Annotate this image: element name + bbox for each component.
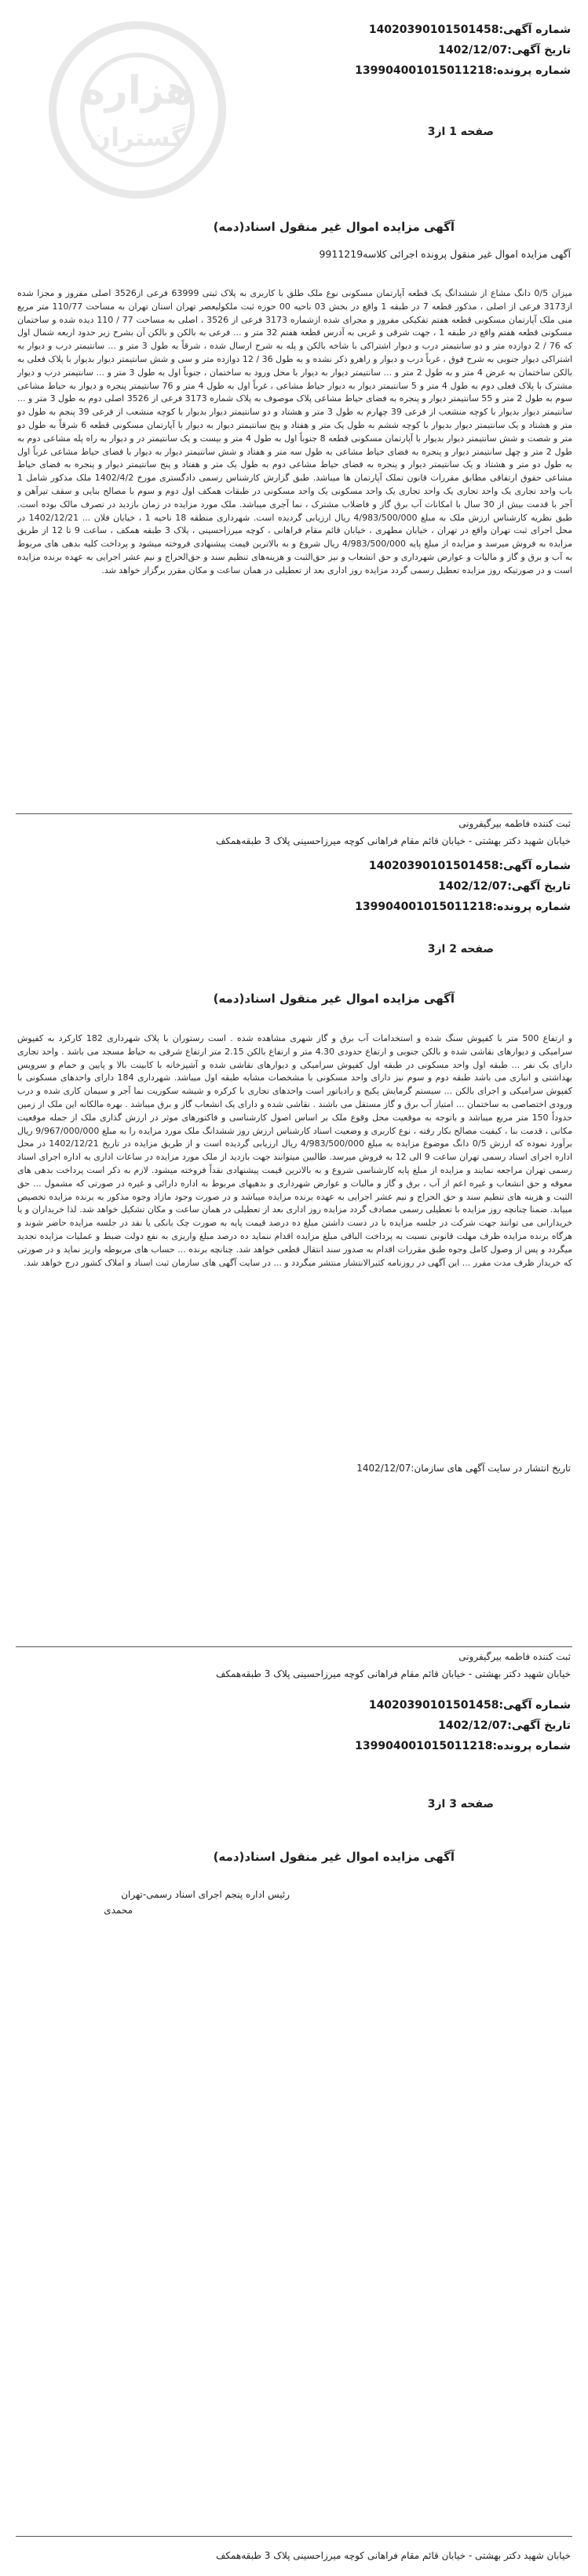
officer-name: محمدی: [104, 1905, 133, 1916]
registrar-signature: ثبت کننده فاطمه بیرگیفرونی: [458, 1651, 571, 1662]
notice-title: آگهی مزایده اموال غیر منقول اسناد(دمه): [213, 220, 455, 234]
ad-number: شماره آگهی:14020390101501458: [368, 860, 571, 872]
publish-date: تاریخ انتشار در سایت آگهی های سازمان:1402/12/07: [356, 1463, 571, 1474]
divider: [16, 1646, 572, 1647]
case-number: شماره پرونده:139904001015011218: [355, 901, 571, 913]
notice-body: میزان 0/5 دانگ مشاع از ششدانگ یک قطعه آپارتمان مسکونی نوع ملک طلق با کاربری به پلاک ثبتی 63999 فرعی از3526 اصلی مفروز و مجزا شده از3173 فرعی از اصلی ، مذکور قطعه 7 در طبقه 1 واقع در بخش 03 ناحیه 00 حوزه ثبت ملکولیعصر تهران استان تهران به مساحت 110/77 متر مربع منی ملک آپارتمان مسکونی قطعه هفتم تفکیکی مفروز و مجرای شده ازشماره 3173 فرعی از 3526 ، اصلی به مساحت 77 / 110 دیده شده و ساختمان مسکونی قطعه هفتم واقع در طبقه 1 ، جهت شرقی و غربی به آدرس قطعه هفتم 32 متر و ... فرعی به بالکن و بالکن آن بشرح زیر حدود اربعه شمال اول که 76 / 2 دوازده متر و دو سانتیمتر درب و دیوار اشتراکی با شاخه بالکن و پله به شرح ارسال شده ، شرقاً به طول 3 متر و ... سانتیمتر درب و دیوار به اشتراکی دیوار جنوبی به شرح فوق ، غرباً درب و دیوار و راهرو ذکر نشده و به طول 36 / 12 دوازده متر و سی و شش سانتیمتر دیوار بدیوار با پلاک فعلی به بالکن ساختمان به عرض 4 متر و به طول 2 متر و ... سانتیمتر دیوار به دیوار با محل ورود به ساختمان ، جنوباً اول به طول 3 متر و ... سانتیمتر درب و دیوار مشترک با پلاک فعلی دوم به طول 4 متر و 5 سانتیمتر دیوار به دیوار حیاط مشاعی ، غرباً اول به طول 4 متر و 76 سانتیمتر پنجره و دیوار به حیاط مشاعی سوم به طول 2 متر و 55 سانتیمتر دیوار و پنجره به فضای حیاط مشاعی پلاک موصوف به پلاک شماره 3173 فرعی از 3526 اصلی دوم به طول 3 متر و ... سانتیمتر دیوار بدیوار با کوچه منشعب از فرعی 39 چهارم به طول 3 متر و هشتاد و دو سانتیمتر دیوار بدیوار با کوچه منشعب از فرعی 39 پنجم به طول دو متر و هشتاد و یک سانتیمتر دیوار بدیوار با کوچه ششم به طول یک متر و هفتاد و پنج سانتیمتر دیوار به دیوار با آپارتمان مسکونی قطعه 6 شرقاً به طول دو متر و شصت و شش سانتیمتر دیوار بدیوار با آپارتمان مسکونی قطعه 8 جنوباً اول به طول 4 متر و بیست و یک سانتیمتر در و دیوار به راه پله مشاعی دوم به طول 2 متر و چهل سانتیمتر دیوار و پنجره به فضای حیاط مشاعی به طول سه متر و هفتاد و شش سانتیمتر دیوار به دیوار با فضای حیاط مشاعی غرباً اول به طول دو متر و هشتاد و یک سانتیمتر دیوار و پنجره به فضای حیاط مشاعی دوم به طول یک متر و هفتاد و پنج سانتیمتر دیوار و پنجره به فضای حیاط مشاعی حقوق ارتفاقی مطابق مقررات قانون تملک آپارتمان ها میباشد. طبق گزارش کارشناس رسمی دادگستری مورخ 1402/4/2 ملک مذکور شامل 1 باب واحد تجاری یک واحد تجاری یک واحد تجاری یک واحد مسکونی یک واحد مسکونی در طبقات همکف اول دوم و سوم با مصالح بنایی و سقف تیرآهن و آجر با قدمت بیش از 30 سال با امکانات آب برق گاز و فاضلاب مشترک ، نما آجری میباشد. ملک مورد مزایده در زمان بازدید در تصرف مالک بوده است. طبق نظریه کارشناس ارزش ملک به مبلغ 4/983/500/000 ریال ارزیابی گردیده است. شهرداری منطقه 18 ناحیه 1 ، خیابان فلان ... 1402/12/21 در محل اجرای ثبت تهران واقع در تهران ، خیابان مطهری ، خیابان قائم مقام فراهانی ، کوچه میرزاحسینی ، پلاک 3 طبقه همکف ، ساعت 9 تا 12 از طریق مزایده به فروش میرسد و مزایده از مبلغ پایه 4/983/500/000 ریال شروع و به بالاترین قیمت پیشنهادی فروخته میشود و پرداخت کلیه بدهی های مربوط به آب و برق و گاز و مالیات و عوارض شهرداری و حق انشعاب و نیز حق‌الثبت و هزینه‌های تنظیم سند و حق‌الحراج و نیم عشر اجرایی به عهده برنده مزایده است و در صورتیکه روز مزایده تعطیل رسمی گردد مزایده روز اداری بعد از تعطیلی در همان ساعت و مکان مقرر برگزار خواهد شد.: [17, 288, 572, 575]
notice-title: آگهی مزایده اموال غیر منقول اسناد(دمه): [213, 992, 455, 1006]
case-number: شماره پرونده:139904001015011218: [355, 1740, 571, 1752]
divider: [16, 2536, 572, 2537]
notice-subtitle: آگهی مزایده اموال غیر منقول پرونده اجرائی کلاسه9911219: [319, 248, 571, 260]
ad-date: تاریخ آگهی:1402/12/07: [438, 1719, 571, 1732]
watermark-sub-text: گستران: [89, 122, 186, 152]
office-address: خیابان شهید دکتر بهشتی - خیابان قائم مقام فراهانی کوچه میرزاحسینی پلاک 3 طبقه‌همکف: [215, 2550, 571, 2561]
office-address: خیابان شهید دکتر بهشتی - خیابان قائم مقام فراهانی کوچه میرزاحسینی پلاک 3 طبقه‌همکف: [215, 835, 571, 846]
ad-date: تاریخ آگهی:1402/12/07: [438, 880, 571, 893]
notice-page-1: [0, 0, 588, 852]
office-address: خیابان شهید دکتر بهشتی - خیابان قائم مقام فراهانی کوچه میرزاحسینی پلاک 3 طبقه‌همکف: [215, 1668, 571, 1679]
case-number: شماره پرونده:139904001015011218: [355, 64, 571, 77]
notice-page-3: [0, 1688, 588, 2576]
ad-number: شماره آگهی:14020390101501458: [368, 24, 571, 36]
registrar-signature: ثبت کننده فاطمه بیرگیفرونی: [458, 818, 571, 829]
ad-date: تاریخ آگهی:1402/12/07: [438, 44, 571, 57]
watermark-main-text: هزاره: [82, 68, 193, 113]
divider: [16, 813, 572, 814]
notice-title: آگهی مزایده اموال غیر منقول اسناد(دمه): [213, 1850, 455, 1864]
page-number: صفحه 2 از3: [427, 943, 494, 955]
notice-body: و ارتفاع 500 متر با کفپوش سنگ شده و استخدامات آب برق و گاز شهری مشاهده شده . است رستوران با پلاک شهرداری 182 کارکرد به کفپوش سرامیکی و دیوارهای نقاشی شده و بالکن جنوبی و ارتفاع حدودی 4.30 متر و ارتفاع بالکن 2.15 متر ارتفاع شرقی به حیاط مسجد می باشد . واحد تجاری دارای یک نفر ... طبقه اول واحد مسکونی در طبقه اول کفپوش سرامیکی و دیوارهای نقاشی شده و آشپزخانه با کابینت بالا و پایین و حمام و سرویس بهداشتی و انباری می باشد طبقه دوم و سوم نیز دارای واحد مسکونی با مشخصات مشابه طبقه اول میباشد. شهرداری 184 دارای واحدهای مسکونی با کفپوش سرامیکی و اجرای بالکن ... سیستم گرمایش پکیج و رادیاتور است واحدهای تجاری با کرکره و شیشه سکوریت نما آجر و سیمان کاری شده و درب ورودی اختصاصی به ساختمان ... امتیاز آب برق و گاز مستقل می باشند . نقاشی شده و دارای یک انشعاب گاز و برق میباشد . بهره مالکانه این ملک از زمین حدوداً 150 متر مربع میباشد و باتوجه به موقعیت محل وقوع ملک بر اساس اصول کارشناسی و فاکتورهای موثر در ارزش گذاری ملک از جمله موقعیت مکانی ، قدمت بنا ، کیفیت مصالح بکار رفته ، نوع کاربری و وضعیت اسناد کارشناس ارزش روز ششدانگ ملک مورد مزایده را به مبلغ 9/967/000/000 ریال برآورد نموده که ارزش 0/5 دانگ موضوع مزایده به مبلغ 4/983/500/000 ریال ارزیابی گردیده است و از طریق مزایده در تاریخ 1402/12/21 در محل اداره اجرای اسناد رسمی تهران ساعت 9 الی 12 به فروش میرسد. طالبین میتوانند جهت بازدید از ملک مورد مزایده در ساعات اداری به اداره اجرای اسناد رسمی تهران مراجعه نمایند و مزایده از مبلغ پایه کارشناسی شروع و به بالاترین قیمت پیشنهادی نقداً فروخته میشود. لازم به ذکر است پرداخت بدهی های معوقه و حق انشعاب و غیره اعم از آب ، برق و گاز و مالیات و عوارض شهرداری و بدهیهای مربوط به اداره دارائی و غیره در صورتی که مشمول ... حق الثبت و هزینه های تنظیم سند و حق الحراج و نیم عشر اجرایی به عهده برنده مزایده میباشد و در صورت وجود مازاد وجوه مذکور به برنده مزایده تخصیص مییابد. ضمنا چنانچه روز مزایده با تعطیلی رسمی مصادف گردد مزایده روز اداری بعد از تعطیلی در همان ساعت و مکان تشکیل خواهد شد. لذا خریداران و یا خریدارانی می توانند جهت شرکت در جلسه مزایده با در دست داشتن مبلغ ده درصد قیمت پایه به صورت چک بانکی یا نقد در جلسه مزایده حاضر شوند و هرگاه برنده مزایده ظرف مهلت قانونی نسبت به پرداخت الباقی مبلغ مزایده اقدام ننماید ده درصد مبلغ واریزی به نفع دولت ضبط و عملیات مزایده تجدید میگردد و پس از وصول کامل وجوه طبق مقررات اقدام به صدور سند انتقال قطعی خواهد شد. چنانچه برنده ... حساب های مربوطه واریز نماید و در صورتی که خریدار ظرف مدت مقرر ... این آگهی در روزنامه کثیرالانتشار منتشر میگردد و ... در سایت آگهی های سازمان ثبت اسناد و املاک کشور درج خواهد شد.: [17, 1033, 572, 1268]
ad-number: شماره آگهی:14020390101501458: [368, 1699, 571, 1712]
officer-title: رئیس اداره پنجم اجرای اسناد رسمی-تهران: [121, 1889, 290, 1900]
notice-page-2: [0, 852, 588, 1688]
page-number: صفحه 1 از3: [427, 126, 494, 138]
page-number: صفحه 3 از3: [427, 1798, 494, 1811]
